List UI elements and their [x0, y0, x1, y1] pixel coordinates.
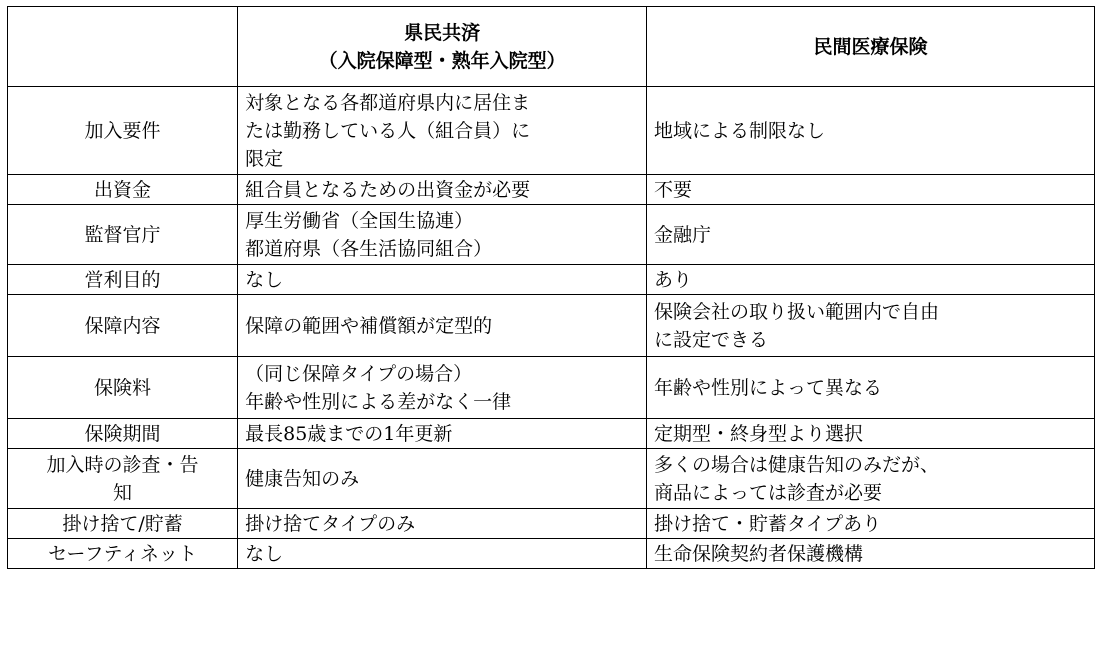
minkan-cell — [647, 419, 1095, 449]
minkan-cell — [647, 449, 1095, 509]
table-row — [8, 357, 1095, 419]
table-row — [8, 419, 1095, 449]
table-row — [8, 539, 1095, 569]
row-label-line: 加入時の診査・告 — [46, 453, 199, 476]
cell-line: 年齢や性別によって異なる — [654, 376, 883, 399]
kenmin-cell — [238, 539, 647, 569]
cell-line: 金融庁 — [654, 223, 712, 246]
minkan-cell — [647, 205, 1095, 265]
comparison-table — [7, 6, 1095, 569]
table-row — [8, 509, 1095, 539]
kenmin-cell — [238, 357, 647, 419]
cell-line: 対象となる各都道府県内に居住ま — [245, 91, 531, 114]
cell-line: 組合員となるための出資金が必要 — [245, 178, 531, 201]
row-label-line: 知 — [113, 481, 133, 504]
minkan-cell — [647, 295, 1095, 357]
kenmin-cell — [238, 265, 647, 295]
cell-line: 多くの場合は健康告知のみだが、 — [654, 453, 940, 476]
row-label: 出資金 — [8, 175, 238, 205]
cell-line: なし — [245, 542, 284, 565]
minkan-cell — [647, 357, 1095, 419]
kenmin-cell — [238, 419, 647, 449]
row-label: 保障内容 — [8, 295, 238, 357]
cell-line: 都道府県（各生活協同組合） — [245, 237, 493, 260]
row-label: 保険期間 — [8, 419, 238, 449]
cell-line: 商品によっては診査が必要 — [654, 481, 883, 504]
cell-line: 保障の範囲や補償額が定型的 — [245, 314, 493, 337]
header-empty-cell — [8, 7, 238, 87]
kenmin-cell — [238, 509, 647, 539]
kenmin-cell — [238, 295, 647, 357]
row-label: 掛け捨て/貯蓄 — [8, 509, 238, 539]
cell-line: 保険会社の取り扱い範囲内で自由 — [654, 300, 940, 323]
table-row — [8, 265, 1095, 295]
header-row — [8, 7, 1095, 87]
row-label — [8, 449, 238, 509]
kenmin-cell — [238, 87, 647, 175]
table-row — [8, 175, 1095, 205]
cell-line: 年齢や性別による差がなく一律 — [245, 390, 512, 413]
row-label: 営利目的 — [8, 265, 238, 295]
table-row — [8, 87, 1095, 175]
row-label: 保険料 — [8, 357, 238, 419]
minkan-cell — [647, 87, 1095, 175]
kenmin-cell — [238, 205, 647, 265]
row-label: 監督官庁 — [8, 205, 238, 265]
cell-line: 掛け捨て・貯蓄タイプあり — [654, 512, 882, 535]
table-row — [8, 205, 1095, 265]
row-label: セーフティネット — [8, 539, 238, 569]
table-row — [8, 295, 1095, 357]
header-kenmin-kyosai — [238, 7, 647, 87]
header-minkan-iryo-hoken: 民間医療保険 — [647, 7, 1095, 87]
cell-line: たは勤務している人（組合員）に — [245, 119, 531, 142]
cell-line: なし — [245, 268, 284, 291]
header-kenmin-title: 県民共済 — [404, 21, 481, 44]
cell-line: 限定 — [245, 147, 284, 170]
minkan-cell — [647, 265, 1095, 295]
cell-line: あり — [654, 268, 693, 291]
cell-line: 健康告知のみ — [245, 467, 360, 490]
row-label: 加入要件 — [8, 87, 238, 175]
cell-line: 厚生労働省（全国生協連） — [245, 209, 474, 232]
header-kenmin-subtitle: （入院保障型・熟年入院型） — [318, 49, 566, 72]
kenmin-cell — [238, 175, 647, 205]
table-row — [8, 449, 1095, 509]
cell-line: （同じ保障タイプの場合） — [245, 362, 473, 385]
cell-line: 最長85歳までの1年更新 — [245, 422, 453, 445]
cell-line: 地域による制限なし — [654, 119, 826, 142]
cell-line: 掛け捨てタイプのみ — [245, 512, 416, 535]
cell-line: に設定できる — [654, 328, 769, 351]
minkan-cell — [647, 175, 1095, 205]
cell-line: 不要 — [654, 178, 693, 201]
cell-line: 生命保険契約者保護機構 — [654, 542, 864, 565]
kenmin-cell — [238, 449, 647, 509]
minkan-cell — [647, 539, 1095, 569]
minkan-cell — [647, 509, 1095, 539]
cell-line: 定期型・終身型より選択 — [654, 422, 864, 445]
